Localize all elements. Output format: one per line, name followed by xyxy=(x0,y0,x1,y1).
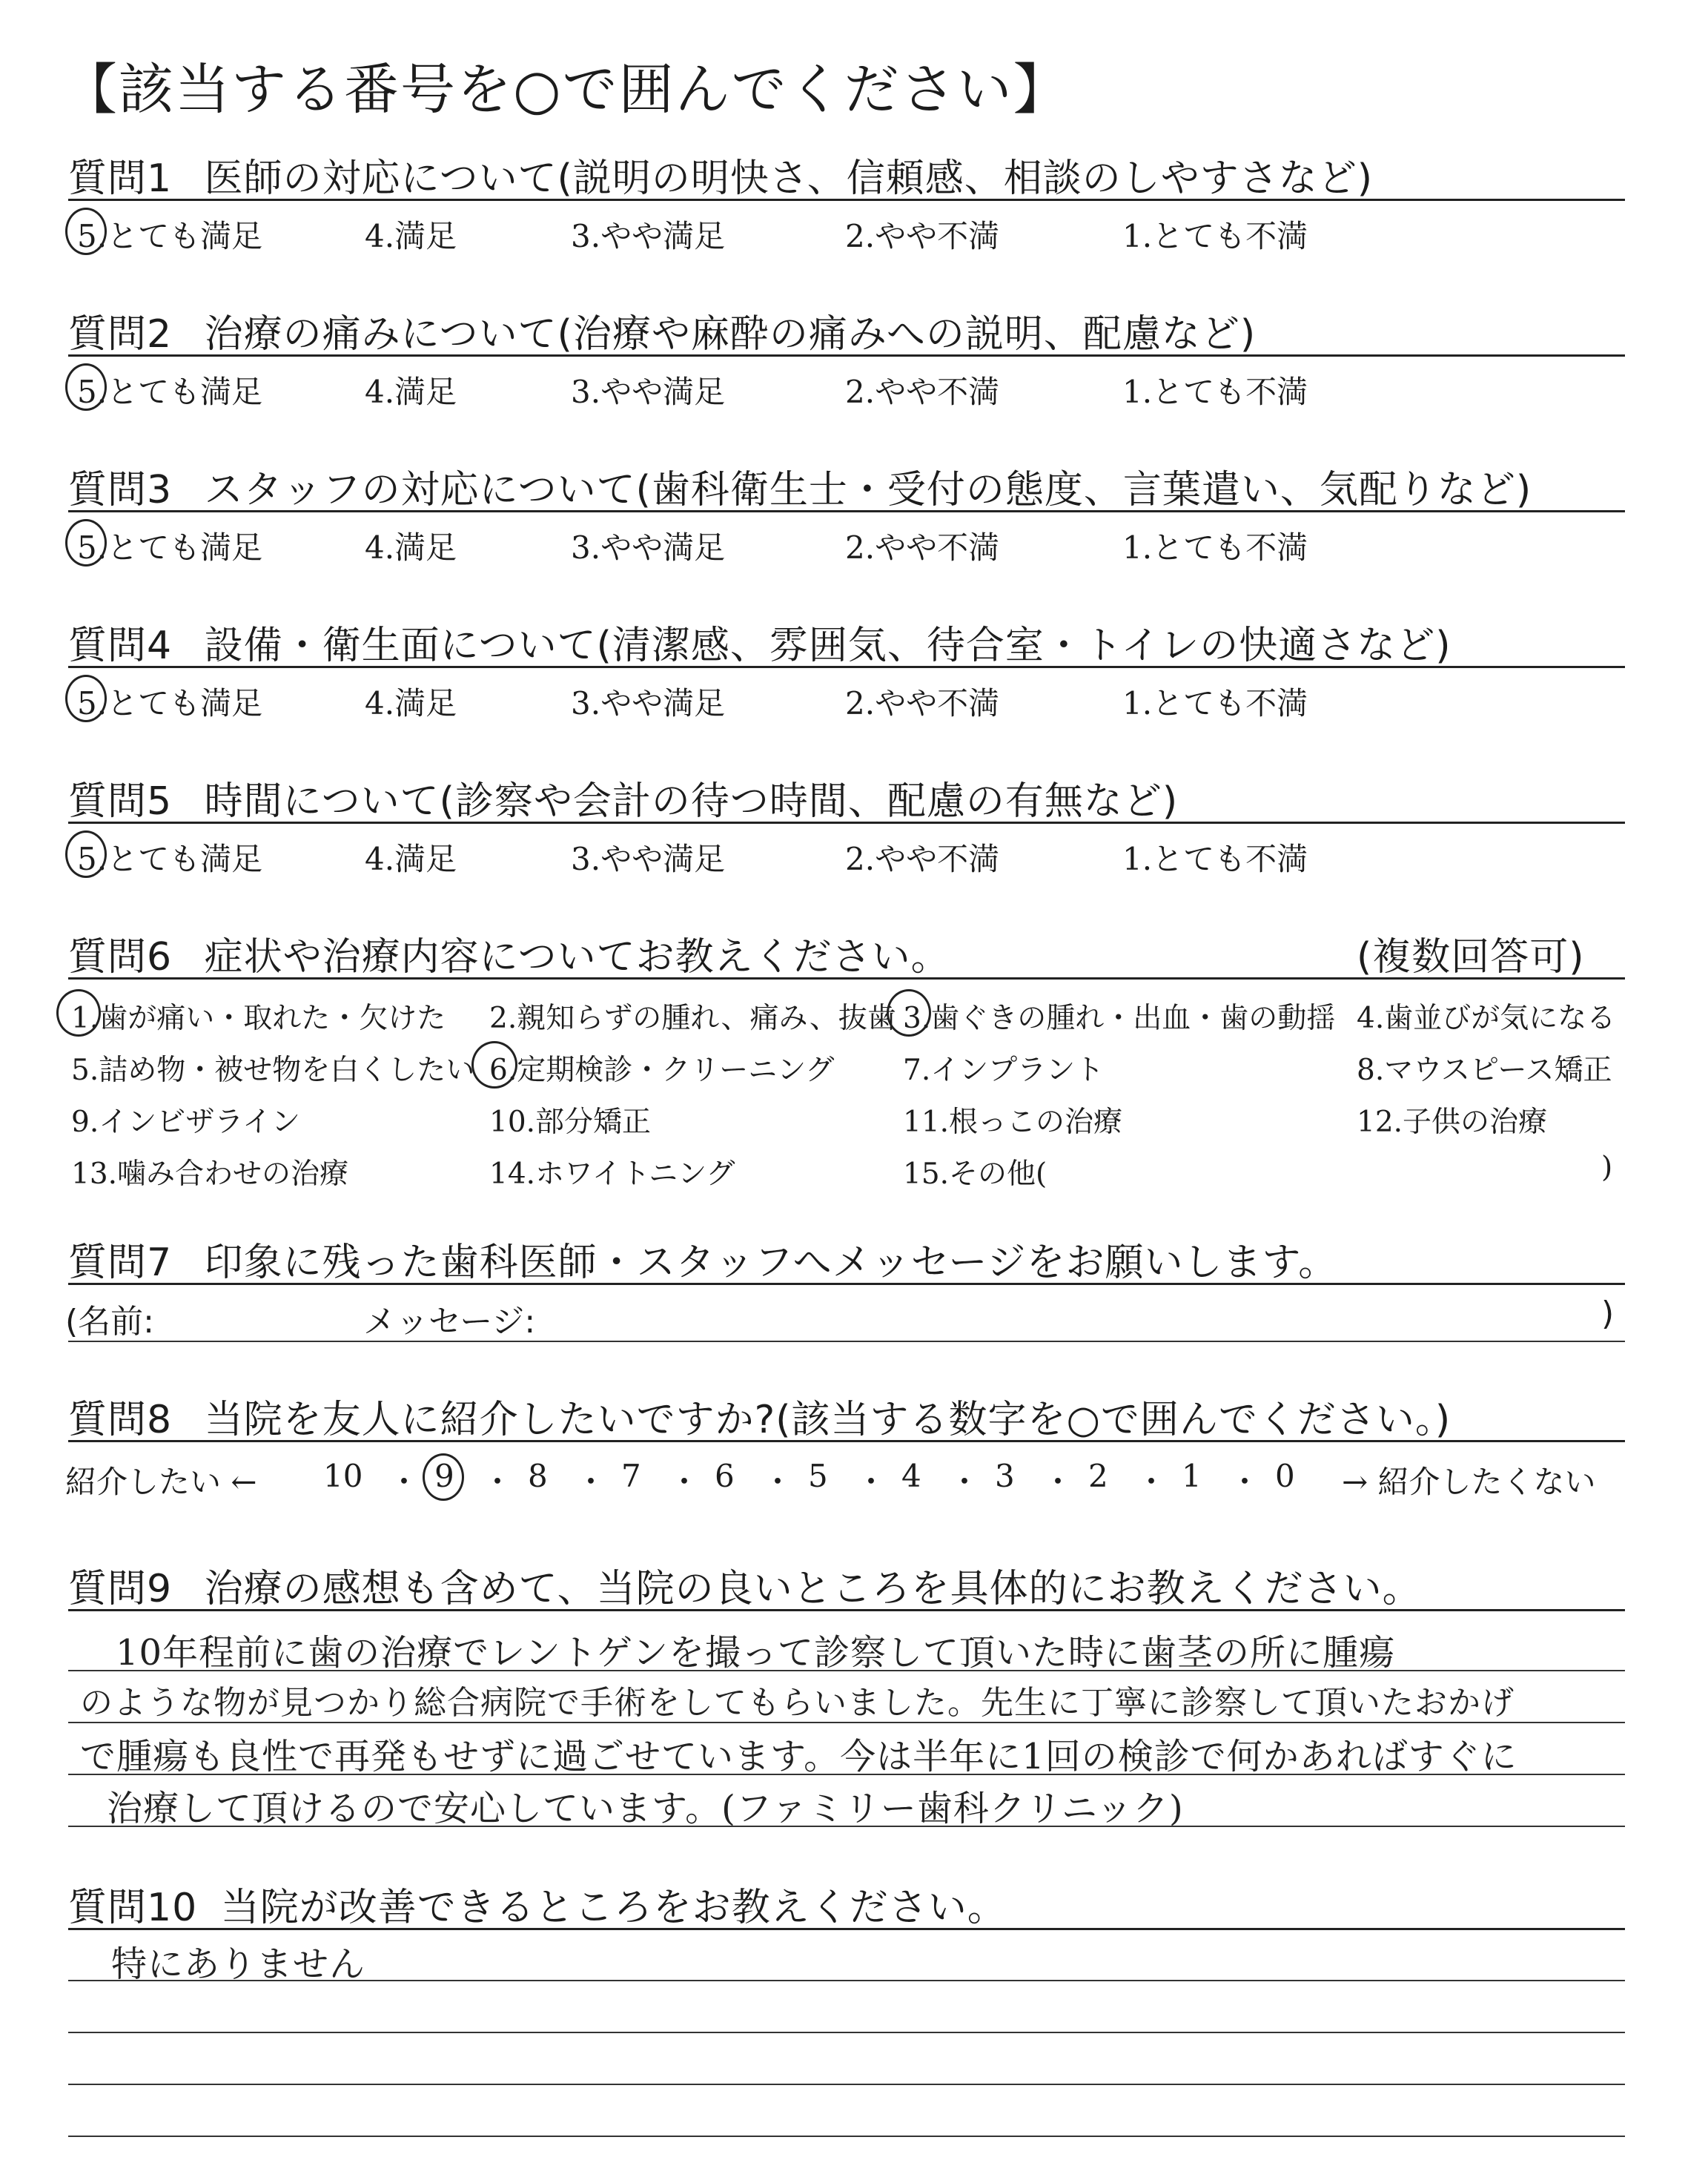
q6-option-7[interactable]: 7.インプラント xyxy=(903,1054,1105,1087)
q6-option-4[interactable]: 4.歯並びが気になる xyxy=(1357,1002,1616,1035)
q2-selection-circle xyxy=(65,363,107,411)
question-4-text: 設備・衛生面について(清潔感、雰囲気、待合室・トイレの快適さなど) xyxy=(204,624,1452,668)
question-10-text: 当院が改善できるところをお教えください。 xyxy=(220,1886,1007,1930)
q2-option-3[interactable]: 3.やや満足 xyxy=(571,374,726,410)
q8-right-label: → 紹介したくない xyxy=(1342,1464,1596,1500)
q1-option-4[interactable]: 4.満足 xyxy=(365,218,457,254)
q5-option-4[interactable]: 4.満足 xyxy=(365,841,457,877)
question-2-label: 質問2 xyxy=(68,312,173,357)
q9-line-rule-4 xyxy=(68,1826,1625,1827)
q8-sep: ・ xyxy=(482,1464,514,1500)
q8-sep: ・ xyxy=(1136,1464,1168,1500)
question-8-rule xyxy=(68,1440,1625,1442)
question-8-heading xyxy=(68,1388,1451,1444)
question-10-heading xyxy=(68,1876,1007,1932)
q8-scale-4[interactable]: 4 xyxy=(901,1458,921,1494)
q6-other-close-paren: ) xyxy=(1601,1151,1613,1184)
q8-scale-2[interactable]: 2 xyxy=(1088,1458,1108,1494)
question-1-rule xyxy=(68,199,1625,201)
q8-sep: ・ xyxy=(855,1464,887,1500)
q6-option-11[interactable]: 11.根っこの治療 xyxy=(903,1106,1123,1139)
q6-option-10[interactable]: 10.部分矯正 xyxy=(489,1106,652,1139)
question-7-heading xyxy=(68,1231,1337,1287)
q9-answer-line-3: で腫瘍も良性で再発もせずに過ごせています。今は半年に1回の検診で何かあればすぐに xyxy=(80,1736,1517,1777)
q7-answer-rule xyxy=(68,1341,1625,1342)
q4-option-3[interactable]: 3.やや満足 xyxy=(571,685,726,721)
q8-left-label: 紹介したい ← xyxy=(65,1464,257,1500)
q8-sep: ・ xyxy=(388,1464,420,1500)
question-4-heading xyxy=(68,614,1452,670)
q3-option-4[interactable]: 4.満足 xyxy=(365,529,457,566)
q8-sep: ・ xyxy=(1229,1464,1261,1500)
q4-option-5[interactable]: 5.とても満足 xyxy=(77,685,263,721)
q6-selection-circle-6 xyxy=(471,1041,517,1089)
q2-option-4[interactable]: 4.満足 xyxy=(365,374,457,410)
q6-selection-circle-1 xyxy=(56,989,101,1037)
question-1-text: 医師の対応について(説明の明快さ、信頼感、相談のしやすさなど) xyxy=(204,156,1374,201)
q9-answer-line-4: 治療して頂けるので安心しています。(ファミリー歯科クリニック) xyxy=(107,1788,1184,1829)
question-2-heading xyxy=(68,303,1256,358)
question-6-note: (複数回答可) xyxy=(1357,935,1585,980)
q4-option-2[interactable]: 2.やや不満 xyxy=(845,685,1000,721)
question-8-text: 当院を友人に紹介したいですか?(該当する数字を○で囲んでください。) xyxy=(204,1398,1452,1442)
question-3-text: スタッフの対応について(歯科衛生士・受付の態度、言葉遣い、気配りなど) xyxy=(204,468,1532,512)
q10-line-rule-3 xyxy=(68,2084,1625,2085)
q10-answer-line-1: 特にありません xyxy=(111,1943,366,1985)
q5-option-2[interactable]: 2.やや不満 xyxy=(845,841,1000,877)
q9-answer-line-1: 10年程前に歯の治療でレントゲンを撮って診察して頂いた時に歯茎の所に腫瘍 xyxy=(116,1632,1395,1674)
q8-scale-1[interactable]: 1 xyxy=(1182,1458,1202,1494)
q3-option-5[interactable]: 5.とても満足 xyxy=(77,529,263,566)
q10-line-rule-2 xyxy=(68,2032,1625,2033)
q3-selection-circle xyxy=(65,519,107,567)
q8-scale-7[interactable]: 7 xyxy=(621,1458,641,1494)
q6-selection-circle-3 xyxy=(887,989,931,1037)
q6-option-15[interactable]: 15.その他( xyxy=(903,1157,1047,1191)
question-5-label: 質問5 xyxy=(68,779,173,824)
question-6-label: 質問6 xyxy=(68,935,173,980)
q8-sep: ・ xyxy=(575,1464,607,1500)
q4-option-1[interactable]: 1.とても不満 xyxy=(1122,685,1308,721)
q7-close-paren: ) xyxy=(1601,1295,1615,1332)
question-5-heading xyxy=(68,770,1178,825)
q6-option-9[interactable]: 9.インビザライン xyxy=(71,1106,301,1139)
q5-selection-circle xyxy=(65,830,107,878)
q6-option-2[interactable]: 2.親知らずの腫れ、痛み、抜歯 xyxy=(489,1002,896,1035)
q1-option-1[interactable]: 1.とても不満 xyxy=(1122,218,1308,254)
q5-option-3[interactable]: 3.やや満足 xyxy=(571,841,726,877)
q6-option-3[interactable]: 3.歯ぐきの腫れ・出血・歯の動揺 xyxy=(903,1002,1336,1035)
question-9-text: 治療の感想も含めて、当院の良いところを具体的にお教えください。 xyxy=(204,1567,1422,1611)
question-1-label: 質問1 xyxy=(68,156,173,201)
question-10-label: 質問10 xyxy=(68,1886,198,1930)
q2-option-1[interactable]: 1.とても不満 xyxy=(1122,374,1308,410)
q3-option-2[interactable]: 2.やや不満 xyxy=(845,529,1000,566)
q8-sep: ・ xyxy=(762,1464,794,1500)
q2-option-2[interactable]: 2.やや不満 xyxy=(845,374,1000,410)
q6-option-12[interactable]: 12.子供の治療 xyxy=(1357,1106,1548,1139)
q8-sep: ・ xyxy=(1042,1464,1074,1500)
q1-option-2[interactable]: 2.やや不満 xyxy=(845,218,1000,254)
q9-line-rule-3 xyxy=(68,1774,1625,1775)
q1-option-3[interactable]: 3.やや満足 xyxy=(571,218,726,254)
q10-line-rule-1 xyxy=(68,1980,1625,1981)
q6-option-13[interactable]: 13.噛み合わせの治療 xyxy=(71,1157,349,1191)
question-3-label: 質問3 xyxy=(68,468,173,512)
q1-option-5[interactable]: 5.とても満足 xyxy=(77,218,263,254)
q8-scale-0[interactable]: 0 xyxy=(1275,1458,1295,1494)
question-3-rule xyxy=(68,510,1625,512)
q2-option-5[interactable]: 5.とても満足 xyxy=(77,374,263,410)
q9-line-rule-2 xyxy=(68,1722,1625,1723)
q8-scale-9[interactable]: 9 xyxy=(434,1458,454,1494)
q4-option-4[interactable]: 4.満足 xyxy=(365,685,457,721)
q8-scale-6[interactable]: 6 xyxy=(715,1458,735,1494)
question-9-label: 質問9 xyxy=(68,1567,173,1611)
question-6-text: 症状や治療内容についてお教えください。 xyxy=(204,935,950,980)
question-7-rule xyxy=(68,1283,1625,1285)
question-9-heading xyxy=(68,1557,1422,1613)
q5-option-1[interactable]: 1.とても不満 xyxy=(1122,841,1308,877)
q1-selection-circle xyxy=(65,208,107,255)
q8-selection-circle xyxy=(423,1453,464,1501)
question-6-rule xyxy=(68,977,1625,980)
q6-option-6[interactable]: 6.定期検診・クリーニング xyxy=(489,1054,835,1087)
q6-option-1[interactable]: 1.歯が痛い・取れた・欠けた xyxy=(71,1002,446,1035)
question-7-text: 印象に残った歯科医師・スタッフへメッセージをお願いします。 xyxy=(204,1241,1338,1285)
question-2-rule xyxy=(68,354,1625,357)
question-5-text: 時間について(診察や会計の待つ時間、配慮の有無など) xyxy=(204,779,1179,824)
q8-sep: ・ xyxy=(949,1464,981,1500)
q8-scale-8[interactable]: 8 xyxy=(528,1458,548,1494)
question-7-label: 質問7 xyxy=(68,1241,173,1285)
question-9-rule xyxy=(68,1609,1625,1611)
q9-line-rule-1 xyxy=(68,1670,1625,1671)
q6-option-8[interactable]: 8.マウスピース矯正 xyxy=(1357,1054,1612,1087)
q3-option-3[interactable]: 3.やや満足 xyxy=(571,529,726,566)
q6-option-5[interactable]: 5.詰め物・被せ物を白くしたい xyxy=(71,1054,475,1087)
question-5-rule xyxy=(68,822,1625,824)
q4-selection-circle xyxy=(65,675,107,722)
q6-option-14[interactable]: 14.ホワイトニング xyxy=(489,1157,735,1191)
q8-scale-10[interactable]: 10 xyxy=(323,1458,363,1494)
question-10-rule xyxy=(68,1928,1625,1930)
q7-name-label: (名前: xyxy=(65,1303,154,1341)
q8-scale-3[interactable]: 3 xyxy=(995,1458,1015,1494)
q3-option-1[interactable]: 1.とても不満 xyxy=(1122,529,1308,566)
q10-line-rule-4 xyxy=(68,2136,1625,2137)
question-4-label: 質問4 xyxy=(68,624,173,668)
question-8-label: 質問8 xyxy=(68,1398,173,1442)
q5-option-5[interactable]: 5.とても満足 xyxy=(77,841,263,877)
q8-scale-5[interactable]: 5 xyxy=(808,1458,828,1494)
question-1-heading xyxy=(68,147,1373,202)
question-2-text: 治療の痛みについて(治療や麻酔の痛みへの説明、配慮など) xyxy=(204,312,1257,357)
question-6-heading xyxy=(68,925,950,981)
question-4-rule xyxy=(68,666,1625,668)
page-title: 【該当する番号を○で囲んでください】 xyxy=(62,58,1070,122)
q7-message-label: メッセージ: xyxy=(363,1303,536,1341)
q8-sep: ・ xyxy=(669,1464,701,1500)
question-3-heading xyxy=(68,458,1532,514)
q9-answer-line-2: のような物が見つかり総合病院で手術をしてもらいました。先生に丁寧に診察して頂いたおかげ xyxy=(80,1684,1515,1722)
